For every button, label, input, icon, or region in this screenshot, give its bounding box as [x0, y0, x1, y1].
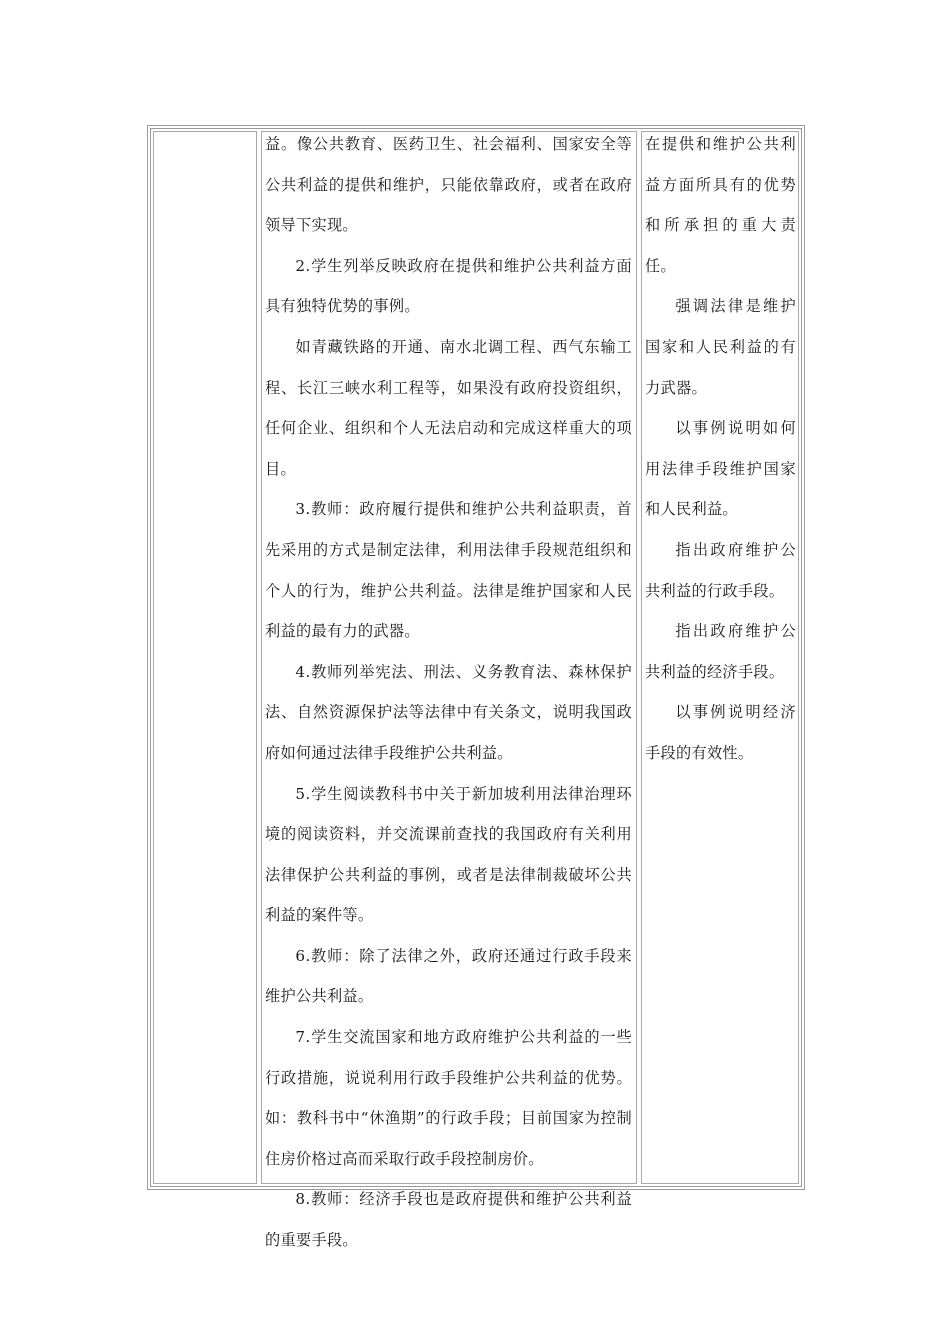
teaching-process-text [265, 124, 632, 1261]
process-paragraph-6: 5.学生阅读教科书中关于新加坡利用法律治理环境的阅读资料，并交流课前查找的我国政府有关利用法律保护公共利益的事例，或者是法律制裁破坏公共利益的案件等。 [265, 784, 632, 925]
process-paragraph-4: 3.教师：政府履行提供和维护公共利益职责，首先采用的方式是制定法律，利用法律手段规范组织和个人的行为，维护公共利益。法律是维护国家和人民利益的最有力的武器。 [265, 500, 632, 641]
intent-paragraph-1: 在提供和维护公共利益方面所具有的优势和所承担的重大责任。 [645, 135, 796, 275]
intent-paragraph-3: 以事例说明如何用法律手段维护国家和人民利益。 [645, 419, 796, 519]
table-cell-left [153, 131, 257, 1184]
process-paragraph-7: 6.教师：除了法律之外，政府还通过行政手段来维护公共利益。 [265, 946, 632, 1006]
design-intent-text [645, 124, 796, 774]
table-cell-teaching-process [261, 131, 637, 1250]
lesson-plan-table [147, 125, 805, 1250]
process-paragraph-2: 2.学生列举反映政府在提供和维护公共利益方面具有独特优势的事例。 [265, 256, 632, 316]
process-paragraph-9: 8.教师：经济手段也是政府提供和维护公共利益的重要手段。 [265, 1190, 632, 1250]
table-cell-design-intent [641, 131, 799, 1184]
intent-paragraph-6: 以事例说明经济手段的有效性。 [645, 703, 796, 762]
process-paragraph-3: 如青藏铁路的开通、南水北调工程、西气东输工程、长江三峡水利工程等，如果没有政府投资组织，任何企业、组织和个人无法启动和完成这样重大的项目。 [265, 337, 632, 478]
intent-paragraph-5: 指出政府维护公共利益的经济手段。 [645, 622, 796, 681]
intent-paragraph-4: 指出政府维护公共利益的行政手段。 [645, 540, 796, 600]
process-paragraph-8: 7.学生交流国家和地方政府维护公共利益的一些行政措施，说说利用行政手段维护公共利益的优势。如：教科书中“休渔期”的行政手段；目前国家为控制住房价格过高而采取行政手段控制房价。 [265, 1028, 632, 1168]
process-paragraph-1: 益。像公共教育、医药卫生、社会福利、国家安全等公共利益的提供和维护，只能依靠政府，或者在政府领导下实现。 [265, 135, 632, 235]
process-paragraph-5: 4.教师列举宪法、刑法、义务教育法、森林保护法、自然资源保护法等法律中有关条文，说明我国政府如何通过法律手段维护公共利益。 [265, 662, 632, 762]
intent-paragraph-2: 强调法律是维护国家和人民利益的有力武器。 [645, 297, 796, 397]
